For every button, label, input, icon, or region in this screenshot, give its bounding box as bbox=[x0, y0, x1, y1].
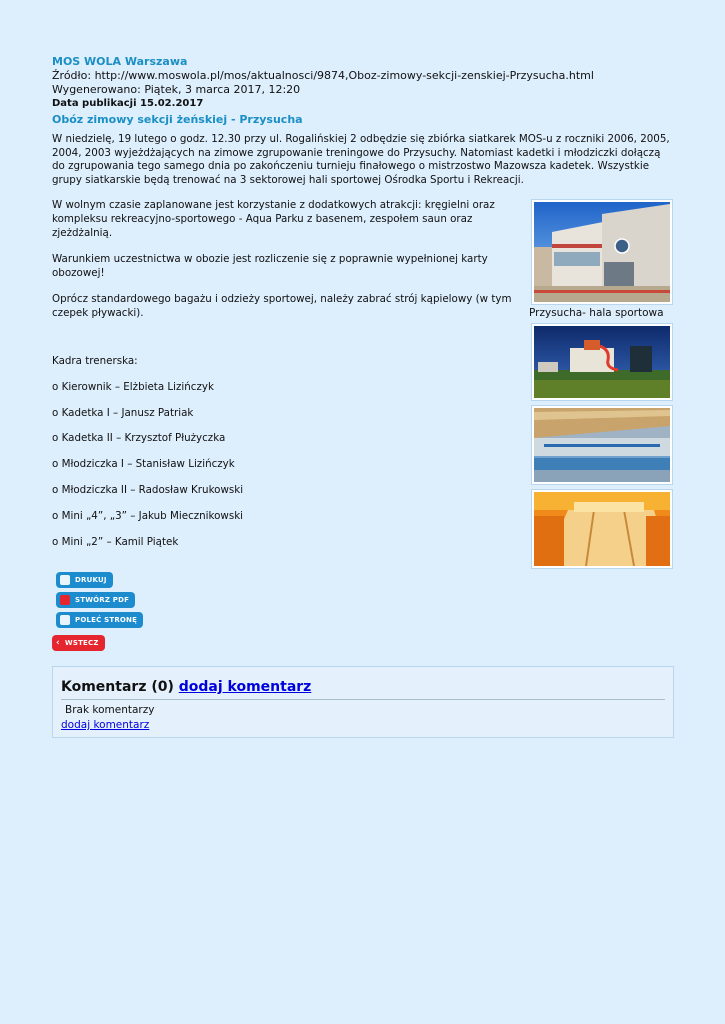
photo-bowling[interactable] bbox=[531, 489, 673, 569]
photo-gallery bbox=[531, 199, 673, 569]
staff-item: o Kierownik – Elżbieta Lizińczyk bbox=[52, 380, 214, 393]
staff-item: o Mini „4”, „3” – Jakub Miecznikowski bbox=[52, 510, 244, 523]
no-comments-text: Brak komentarzy bbox=[65, 704, 155, 716]
printer-icon bbox=[60, 575, 70, 585]
article-paragraph: Warunkiem uczestnictwa w obozie jest rozliczenie się z poprawnie wypełnionej karty obozowej! bbox=[52, 253, 488, 279]
photo-sports-hall[interactable] bbox=[531, 199, 673, 305]
comments-divider bbox=[61, 699, 665, 700]
create-pdf-button[interactable] bbox=[56, 592, 135, 608]
article-intro: W niedzielę, 19 lutego o godz. 12.30 przy ul. Rogalińskiej 2 odbędzie się zbiórka siatkarek MOS-u z roczniki 2006, 2005, 2004, 2003 wyjeżdżających na zimowe zgrupowanie treningowe do Przysuchy. Natomiast kadetki i młodziczki dołączą do zgrupowania tego samego dnia po zakończeniu turnieju finałowego o mistrzostwo Mazowsza kadetek. Wszystkie grupy siatkarskie będą trenować na 3 sektorowej hali sportowej Ośrodka Sportu i Rekreacji. bbox=[52, 133, 670, 186]
pdf-icon bbox=[60, 595, 70, 605]
staff-item: o Młodziczka I – Stanisław Lizińczyk bbox=[52, 458, 235, 471]
publication-date: Data publikacji 15.02.2017 bbox=[52, 98, 204, 109]
recommend-page-button[interactable] bbox=[56, 612, 143, 628]
staff-item: o Mini „2” – Kamil Piątek bbox=[52, 536, 179, 549]
add-comment-link[interactable]: dodaj komentarz bbox=[178, 679, 312, 695]
staff-item: o Młodziczka II – Radosław Krukowski bbox=[52, 484, 244, 497]
generated-date: Wygenerowano: Piątek, 3 marca 2017, 12:20 bbox=[52, 83, 301, 96]
pdf-label: STWÓRZ PDF bbox=[75, 596, 130, 604]
photo-aquapark[interactable] bbox=[531, 323, 673, 401]
article-title: Obóz zimowy sekcji żeńskiej - Przysucha bbox=[52, 113, 303, 126]
staff-list bbox=[52, 355, 530, 550]
print-label: DRUKUJ bbox=[75, 576, 107, 584]
site-name: MOS WOLA Warszawa bbox=[52, 55, 188, 68]
article-paragraph: Oprócz standardowego bagażu i odzieży sportowej, należy zabrać strój kąpielowy (w tym czepek pływacki). bbox=[52, 293, 512, 319]
article-text bbox=[52, 199, 530, 550]
staff-item: o Kadetka II – Krzysztof Płużyczka bbox=[52, 432, 226, 445]
photo-caption: Przysucha- hala sportowa bbox=[529, 307, 664, 320]
article-paragraph: W wolnym czasie zaplanowane jest korzystanie z dodatkowych atrakcji: kręgielni oraz kompleksu rekreacyjno-sportowego - Aqua Parku z basenem, zespołem saun oraz zjeżdżalnią. bbox=[52, 199, 495, 239]
article-content bbox=[52, 199, 673, 550]
back-button[interactable] bbox=[52, 635, 105, 651]
staff-item: o Kadetka I – Janusz Patriak bbox=[52, 406, 194, 419]
source-url: Źródło: http://www.moswola.pl/mos/aktualnosci/9874,Oboz-zimowy-sekcji-zenskiej-Przysucha.html bbox=[52, 69, 594, 82]
back-arrow-icon: ‹ bbox=[56, 638, 60, 648]
action-buttons bbox=[52, 570, 143, 653]
staff-heading: Kadra trenerska: bbox=[52, 354, 138, 367]
comments-count: Komentarz (0) bbox=[61, 679, 174, 695]
recommend-icon bbox=[60, 615, 70, 625]
print-button[interactable] bbox=[56, 572, 113, 588]
article-page bbox=[52, 55, 673, 562]
comments-heading bbox=[61, 678, 673, 696]
photo-pool[interactable] bbox=[531, 405, 673, 485]
back-label: WSTECZ bbox=[64, 639, 99, 647]
comments-section bbox=[52, 666, 674, 738]
add-comment-link-bottom[interactable]: dodaj komentarz bbox=[61, 719, 150, 731]
recommend-label: POLEĆ STRONĘ bbox=[75, 616, 138, 624]
